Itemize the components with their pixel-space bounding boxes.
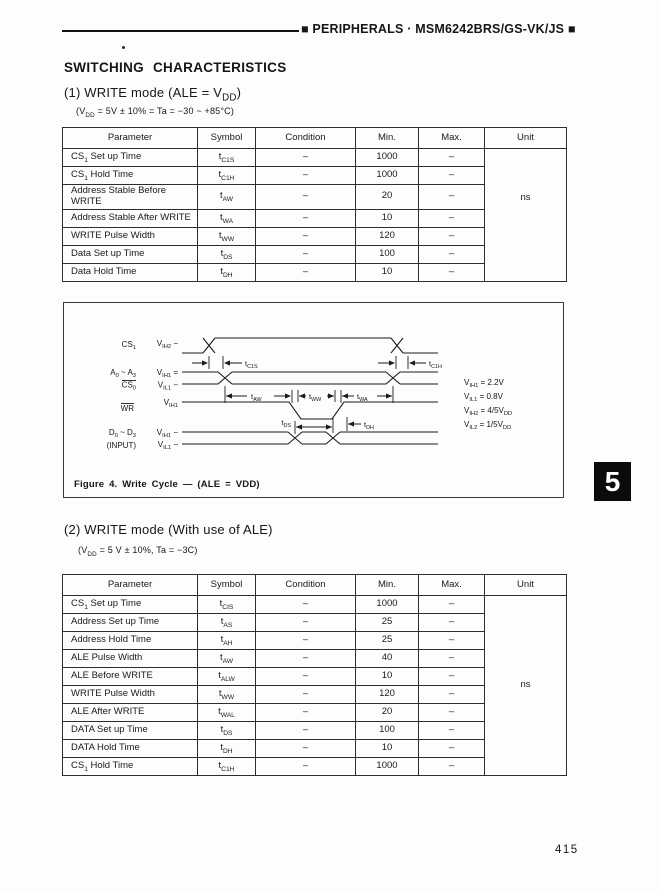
page-title: SWITCHING CHARACTERISTICS	[64, 60, 287, 75]
table-row	[63, 596, 567, 614]
unit-cell: ns	[485, 596, 567, 776]
parameter-cell: DATA Set up Time	[63, 722, 198, 740]
timing-label-taw: $t_{AW}$	[251, 392, 262, 404]
signal-label-a0-a3: $A_0$ ~ $A_3$	[110, 368, 136, 380]
max-cell: –	[419, 740, 485, 758]
min-cell: 10	[356, 263, 419, 281]
table-header-row	[63, 575, 567, 596]
column-header: Parameter	[63, 128, 198, 149]
wr-waveform	[182, 402, 438, 419]
signal-label-input: (INPUT)	[106, 441, 136, 450]
symbol-cell: $t_{DH}$	[198, 263, 256, 281]
legend-vih1: $V_{IH1} = 2.2V$	[464, 378, 504, 390]
column-header: Condition	[256, 128, 356, 149]
min-cell: 10	[356, 209, 419, 227]
min-cell: 100	[356, 722, 419, 740]
max-cell: –	[419, 668, 485, 686]
max-cell: –	[419, 209, 485, 227]
waveforms	[182, 338, 438, 444]
legend-vil1: $V_{IL1} = 0.8V$	[464, 392, 503, 404]
min-cell: 40	[356, 650, 419, 668]
document-header	[62, 22, 576, 36]
condition-cell: –	[256, 650, 356, 668]
min-cell: 1000	[356, 758, 419, 776]
header-rule	[62, 30, 299, 32]
symbol-cell: $t_{AH}$	[198, 632, 256, 650]
figure-4-box	[63, 302, 564, 498]
column-header: Condition	[256, 575, 356, 596]
min-cell: 1000	[356, 149, 419, 167]
column-header: Max.	[419, 575, 485, 596]
condition-cell: –	[256, 614, 356, 632]
parameter-cell: WRITE Pulse Width	[63, 227, 198, 245]
page-number: 415	[555, 844, 579, 856]
condition-cell: –	[256, 632, 356, 650]
condition-cell: –	[256, 758, 356, 776]
level-label-a-vil1: $V_{IL1}$ −	[157, 380, 178, 392]
timing-label-tds: $t_{DS}$	[281, 418, 291, 430]
timing-label-tc1h: $t_{C1H}$	[429, 359, 442, 371]
parameter-cell: Address Hold Time	[63, 632, 198, 650]
parameter-cell: $CS_1$ Set up Time	[63, 149, 198, 167]
parameter-cell: ALE Pulse Width	[63, 650, 198, 668]
max-cell: –	[419, 227, 485, 245]
symbol-cell: $t_{ALW}$	[198, 668, 256, 686]
parameter-cell: ALE Before WRITE	[63, 668, 198, 686]
parameter-cell: $CS_1$ Set up Time	[63, 596, 198, 614]
document-header-title: ■ PERIPHERALS · MSM6242BRS/GS-VK/JS ■	[301, 22, 576, 36]
max-cell: –	[419, 167, 485, 185]
chapter-tab-5: 5	[594, 462, 631, 501]
timing-label-tdh: $t_{DH}$	[364, 420, 374, 432]
section2-heading: (2) WRITE mode (With use of ALE)	[64, 522, 273, 537]
parameter-cell: Address Stable Before WRITE	[63, 185, 198, 210]
parameter-cell: Address Set up Time	[63, 614, 198, 632]
min-cell: 25	[356, 632, 419, 650]
condition-cell: –	[256, 167, 356, 185]
parameter-cell: WRITE Pulse Width	[63, 686, 198, 704]
max-cell: –	[419, 650, 485, 668]
signal-label-d0-d3: $D_0$ ~ $D_3$	[108, 428, 136, 440]
diagram-labels	[107, 339, 513, 451]
symbol-cell: $t_{WW}$	[198, 227, 256, 245]
data-bus-waveform	[182, 432, 438, 444]
level-label-d-vih1: $V_{IH1}$ −	[156, 428, 178, 440]
parameter-cell: $CS_1$ Hold Time	[63, 167, 198, 185]
max-cell: –	[419, 596, 485, 614]
column-header: Min.	[356, 128, 419, 149]
symbol-cell: $t_{C1H}$	[198, 758, 256, 776]
level-label-wr-vih1: $V_{IH1}$	[163, 398, 178, 410]
condition-cell: –	[256, 704, 356, 722]
column-header: Min.	[356, 575, 419, 596]
min-cell: 25	[356, 614, 419, 632]
section1-heading: (1) WRITE mode $(ALE = V_{DD})$	[64, 85, 242, 104]
timing-label-tc1s: $t_{C1S}$	[245, 359, 258, 371]
symbol-cell: $t_{WAL}$	[198, 704, 256, 722]
max-cell: –	[419, 149, 485, 167]
min-cell: 120	[356, 686, 419, 704]
condition-cell: –	[256, 668, 356, 686]
condition-cell: –	[256, 245, 356, 263]
min-cell: 1000	[356, 596, 419, 614]
max-cell: –	[419, 758, 485, 776]
symbol-cell: $t_{CIS}$	[198, 596, 256, 614]
max-cell: –	[419, 185, 485, 210]
min-cell: 100	[356, 245, 419, 263]
column-header: Symbol	[198, 128, 256, 149]
condition-cell: –	[256, 263, 356, 281]
legend-vil2: $V_{IL2} = 1/5V_{DD}$	[464, 420, 512, 432]
parameter-cell: $CS_1$ Hold Time	[63, 758, 198, 776]
parameter-cell: ALE After WRITE	[63, 704, 198, 722]
condition-cell: –	[256, 209, 356, 227]
symbol-cell: $t_{WW}$	[198, 686, 256, 704]
parameter-cell: Data Hold Time	[63, 263, 198, 281]
timing-diagram	[64, 305, 560, 477]
min-cell: 10	[356, 740, 419, 758]
min-cell: 1000	[356, 167, 419, 185]
symbol-cell: $t_{DS}$	[198, 245, 256, 263]
min-cell: 10	[356, 668, 419, 686]
signal-label-cs0: $CS_0$	[121, 380, 136, 392]
condition-cell: –	[256, 149, 356, 167]
symbol-cell: $t_{AW}$	[198, 185, 256, 210]
max-cell: –	[419, 614, 485, 632]
level-label-a-vih1: $V_{IH1}$ =	[156, 368, 178, 380]
min-cell: 20	[356, 185, 419, 210]
legend-vih2: $V_{IH2} = 4/5V_{DD}$	[464, 406, 513, 418]
condition-cell: –	[256, 686, 356, 704]
max-cell: –	[419, 245, 485, 263]
write-mode-ale-vdd-table	[62, 127, 567, 282]
level-label-cs1-vih2: $V_{IH2}$ −	[156, 339, 178, 351]
table-row	[63, 149, 567, 167]
table-header-row	[63, 128, 567, 149]
min-cell: 120	[356, 227, 419, 245]
symbol-cell: $t_{C1S}$	[198, 149, 256, 167]
unit-cell: ns	[485, 149, 567, 282]
column-header: Parameter	[63, 575, 198, 596]
section1-condition: ($V_{DD} = 5V \pm 10\% = Ta = -30$ ~ +85°C)	[76, 106, 235, 119]
figure-caption: Figure 4. Write Cycle — (ALE = VDD)	[74, 479, 260, 490]
condition-cell: –	[256, 185, 356, 210]
parameter-cell: Address Stable After WRITE	[63, 209, 198, 227]
print-artifact-dot	[122, 46, 125, 49]
symbol-cell: $t_{AS}$	[198, 614, 256, 632]
column-header: Max.	[419, 128, 485, 149]
symbol-cell: $t_{C1H}$	[198, 167, 256, 185]
max-cell: –	[419, 722, 485, 740]
condition-cell: –	[256, 227, 356, 245]
timing-label-tww: $t_{WW}$	[309, 392, 322, 404]
address-bus-waveform	[182, 372, 438, 384]
column-header: Symbol	[198, 575, 256, 596]
symbol-cell: $t_{DH}$	[198, 740, 256, 758]
section2-condition: ($V_{DD} = 5$ V ± 10%, Ta = −3C)	[78, 545, 198, 558]
column-header: Unit	[485, 128, 567, 149]
parameter-cell: DATA Hold Time	[63, 740, 198, 758]
symbol-cell: $t_{WA}$	[198, 209, 256, 227]
column-header: Unit	[485, 575, 567, 596]
max-cell: –	[419, 632, 485, 650]
condition-cell: –	[256, 596, 356, 614]
max-cell: –	[419, 686, 485, 704]
level-label-d-vil1: $V_{IL1}$ −	[157, 440, 178, 452]
signal-label-wr: WR	[120, 404, 134, 413]
symbol-cell: $t_{AW}$	[198, 650, 256, 668]
max-cell: –	[419, 704, 485, 722]
cs1-waveform	[182, 338, 438, 353]
symbol-cell: $t_{DS}$	[198, 722, 256, 740]
signal-label-cs1: $CS_1$	[121, 340, 136, 352]
condition-cell: –	[256, 740, 356, 758]
condition-cell: –	[256, 722, 356, 740]
write-mode-with-ale-table	[62, 574, 567, 776]
min-cell: 20	[356, 704, 419, 722]
max-cell: –	[419, 263, 485, 281]
timing-label-twa: $t_{WA}$	[357, 392, 368, 404]
parameter-cell: Data Set up Time	[63, 245, 198, 263]
